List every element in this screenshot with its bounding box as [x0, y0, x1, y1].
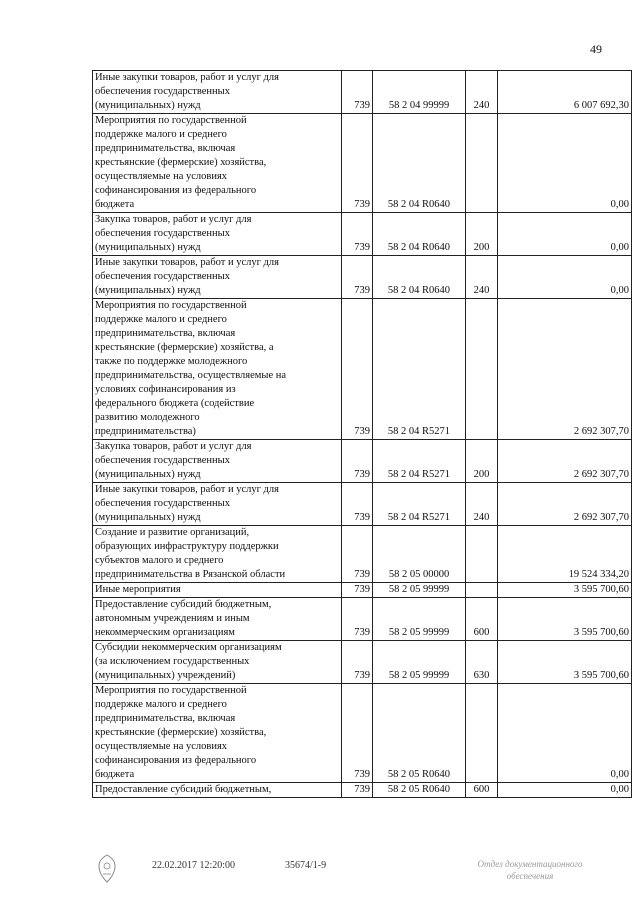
row-name-cell: [93, 641, 342, 684]
table-row: [93, 526, 632, 583]
amount-cell: 6 007 692,30: [498, 71, 632, 114]
amount-cell: 3 595 700,60: [498, 583, 632, 598]
amount-cell: 3 595 700,60: [498, 598, 632, 641]
row-name-line: Иные закупки товаров, работ и услуг для: [95, 484, 279, 495]
row-name-line: Мероприятия по государственной: [95, 685, 247, 696]
table-row: [93, 483, 632, 526]
row-name-line: обеспечения государственных: [95, 271, 230, 282]
table-row: [93, 598, 632, 641]
row-name-line: бюджета: [95, 769, 135, 780]
agency-code-cell: 739: [342, 583, 373, 598]
row-name-cell: [93, 684, 342, 783]
expense-type-cell: 200: [466, 440, 498, 483]
row-name-line: условиях софинансирования из: [95, 384, 236, 395]
row-name-cell: [93, 598, 342, 641]
target-item-cell: 58 2 04 R5271: [373, 440, 466, 483]
agency-code-cell: 739: [342, 71, 373, 114]
target-item-cell: 58 2 05 R0640: [373, 783, 466, 798]
row-name-line: предпринимательства): [95, 426, 196, 437]
amount-cell: 0,00: [498, 114, 632, 213]
row-name-line: (муниципальных) нужд: [95, 285, 201, 296]
row-name-line: поддержке малого и среднего: [95, 129, 227, 140]
row-name-line: софинансирования из федерального: [95, 185, 257, 196]
target-item-cell: 58 2 04 99999: [373, 71, 466, 114]
row-name-line: Иные закупки товаров, работ и услуг для: [95, 72, 279, 83]
amount-cell: 0,00: [498, 684, 632, 783]
amount-cell: 0,00: [498, 213, 632, 256]
row-name-line: также по поддержке молодежного: [95, 356, 248, 367]
row-name-line: (муниципальных) нужд: [95, 512, 201, 523]
row-name-line: обеспечения государственных: [95, 228, 230, 239]
row-name-line: Создание и развитие организаций,: [95, 527, 250, 538]
row-name-line: Предоставление субсидий бюджетным,: [95, 599, 272, 610]
row-name-line: предпринимательства, включая: [95, 143, 236, 154]
row-name-cell: [93, 440, 342, 483]
budget-table: [92, 70, 632, 798]
table-row: [93, 71, 632, 114]
table-row: [93, 299, 632, 440]
expense-type-cell: [466, 526, 498, 583]
agency-code-cell: 739: [342, 256, 373, 299]
row-name-line: образующих инфраструктуру поддержки: [95, 541, 279, 552]
amount-cell: 19 524 334,20: [498, 526, 632, 583]
row-name-line: федерального бюджета (содействие: [95, 398, 255, 409]
row-name-line: развитию молодежного: [95, 412, 200, 423]
budget-table-body: [93, 71, 632, 798]
agency-code-cell: 739: [342, 213, 373, 256]
expense-type-cell: 600: [466, 783, 498, 798]
row-name-line: (муниципальных) нужд: [95, 469, 201, 480]
agency-code-cell: 739: [342, 641, 373, 684]
expense-type-cell: [466, 299, 498, 440]
row-name-line: (за исключением государственных: [95, 656, 250, 667]
target-item-cell: 58 2 04 R0640: [373, 114, 466, 213]
agency-code-cell: 739: [342, 526, 373, 583]
footer-document-number: 35674/1-9: [285, 860, 327, 871]
expense-type-cell: 240: [466, 256, 498, 299]
target-item-cell: 58 2 05 R0640: [373, 684, 466, 783]
stamp-line: Отдел документационного: [477, 859, 583, 869]
row-name-line: крестьянские (фермерские) хозяйства, а: [95, 342, 274, 353]
row-name-line: обеспечения государственных: [95, 86, 230, 97]
row-name-cell: [93, 213, 342, 256]
scan-top-edge: [0, 0, 640, 8]
footer-timestamp: 22.02.2017 12:20:00: [152, 860, 236, 871]
row-name-line: софинансирования из федерального: [95, 755, 257, 766]
expense-type-cell: 240: [466, 71, 498, 114]
target-item-cell: 58 2 05 99999: [373, 641, 466, 684]
target-item-cell: 58 2 05 99999: [373, 598, 466, 641]
expense-type-cell: 240: [466, 483, 498, 526]
expense-type-cell: [466, 583, 498, 598]
row-name-line: (муниципальных) нужд: [95, 242, 201, 253]
row-name-line: крестьянские (фермерские) хозяйства,: [95, 157, 267, 168]
amount-cell: 0,00: [498, 256, 632, 299]
stamp-line: обеспечения: [506, 871, 554, 881]
agency-code-cell: 739: [342, 299, 373, 440]
row-name-line: предпринимательства, осуществляемые на: [95, 370, 287, 381]
agency-code-cell: 739: [342, 440, 373, 483]
row-name-cell: [93, 483, 342, 526]
row-name-line: предпринимательства, включая: [95, 328, 236, 339]
amount-cell: 2 692 307,70: [498, 440, 632, 483]
agency-code-cell: 739: [342, 598, 373, 641]
row-name-line: Иные мероприятия: [95, 584, 181, 595]
expense-type-cell: 200: [466, 213, 498, 256]
row-name-line: некоммерческим организациям: [95, 627, 235, 638]
target-item-cell: 58 2 04 R5271: [373, 483, 466, 526]
table-row: [93, 583, 632, 598]
row-name-cell: [93, 299, 342, 440]
target-item-cell: 58 2 04 R0640: [373, 213, 466, 256]
row-name-line: Мероприятия по государственной: [95, 115, 247, 126]
amount-cell: 3 595 700,60: [498, 641, 632, 684]
row-name-line: (муниципальных) учреждений): [95, 670, 236, 681]
row-name-line: автономным учреждениям и иным: [95, 613, 250, 624]
expense-type-cell: 630: [466, 641, 498, 684]
expense-type-cell: [466, 684, 498, 783]
footer: [0, 858, 640, 888]
agency-code-cell: 739: [342, 483, 373, 526]
target-item-cell: 58 2 05 00000: [373, 526, 466, 583]
row-name-line: поддержке малого и среднего: [95, 699, 227, 710]
row-name-line: предпринимательства в Рязанской области: [95, 569, 286, 580]
agency-code-cell: 739: [342, 684, 373, 783]
row-name-line: обеспечения государственных: [95, 498, 230, 509]
office-stamp: [455, 858, 605, 884]
table-row: [93, 213, 632, 256]
row-name-cell: [93, 783, 342, 798]
page-number: 49: [590, 42, 602, 56]
row-name-line: (муниципальных) нужд: [95, 100, 201, 111]
expense-type-cell: [466, 114, 498, 213]
row-name-cell: [93, 583, 342, 598]
row-name-line: субъектов малого и среднего: [95, 555, 224, 566]
table-row: [93, 641, 632, 684]
target-item-cell: 58 2 04 R5271: [373, 299, 466, 440]
table-row: [93, 114, 632, 213]
table-row: [93, 684, 632, 783]
row-name-line: Мероприятия по государственной: [95, 300, 247, 311]
row-name-line: поддержке малого и среднего: [95, 314, 227, 325]
row-name-line: обеспечения государственных: [95, 455, 230, 466]
row-name-cell: [93, 71, 342, 114]
row-name-cell: [93, 256, 342, 299]
row-name-cell: [93, 114, 342, 213]
agency-code-cell: 739: [342, 114, 373, 213]
expense-type-cell: 600: [466, 598, 498, 641]
row-name-line: крестьянские (фермерские) хозяйства,: [95, 727, 267, 738]
row-name-line: Предоставление субсидий бюджетным,: [95, 784, 272, 795]
amount-cell: 2 692 307,70: [498, 483, 632, 526]
row-name-line: Субсидии некоммерческим организациям: [95, 642, 282, 653]
amount-cell: 2 692 307,70: [498, 299, 632, 440]
row-name-line: бюджета: [95, 199, 135, 210]
table-row: [93, 783, 632, 798]
row-name-line: Закупка товаров, работ и услуг для: [95, 441, 252, 452]
row-name-line: Иные закупки товаров, работ и услуг для: [95, 257, 279, 268]
table-row: [93, 256, 632, 299]
table-row: [93, 440, 632, 483]
row-name-line: осуществляемые на условиях: [95, 171, 228, 182]
agency-code-cell: 739: [342, 783, 373, 798]
amount-cell: 0,00: [498, 783, 632, 798]
coat-of-arms-seal-icon: [93, 852, 121, 886]
row-name-line: предпринимательства, включая: [95, 713, 236, 724]
row-name-line: осуществляемые на условиях: [95, 741, 228, 752]
row-name-cell: [93, 526, 342, 583]
target-item-cell: 58 2 05 99999: [373, 583, 466, 598]
row-name-line: Закупка товаров, работ и услуг для: [95, 214, 252, 225]
target-item-cell: 58 2 04 R0640: [373, 256, 466, 299]
